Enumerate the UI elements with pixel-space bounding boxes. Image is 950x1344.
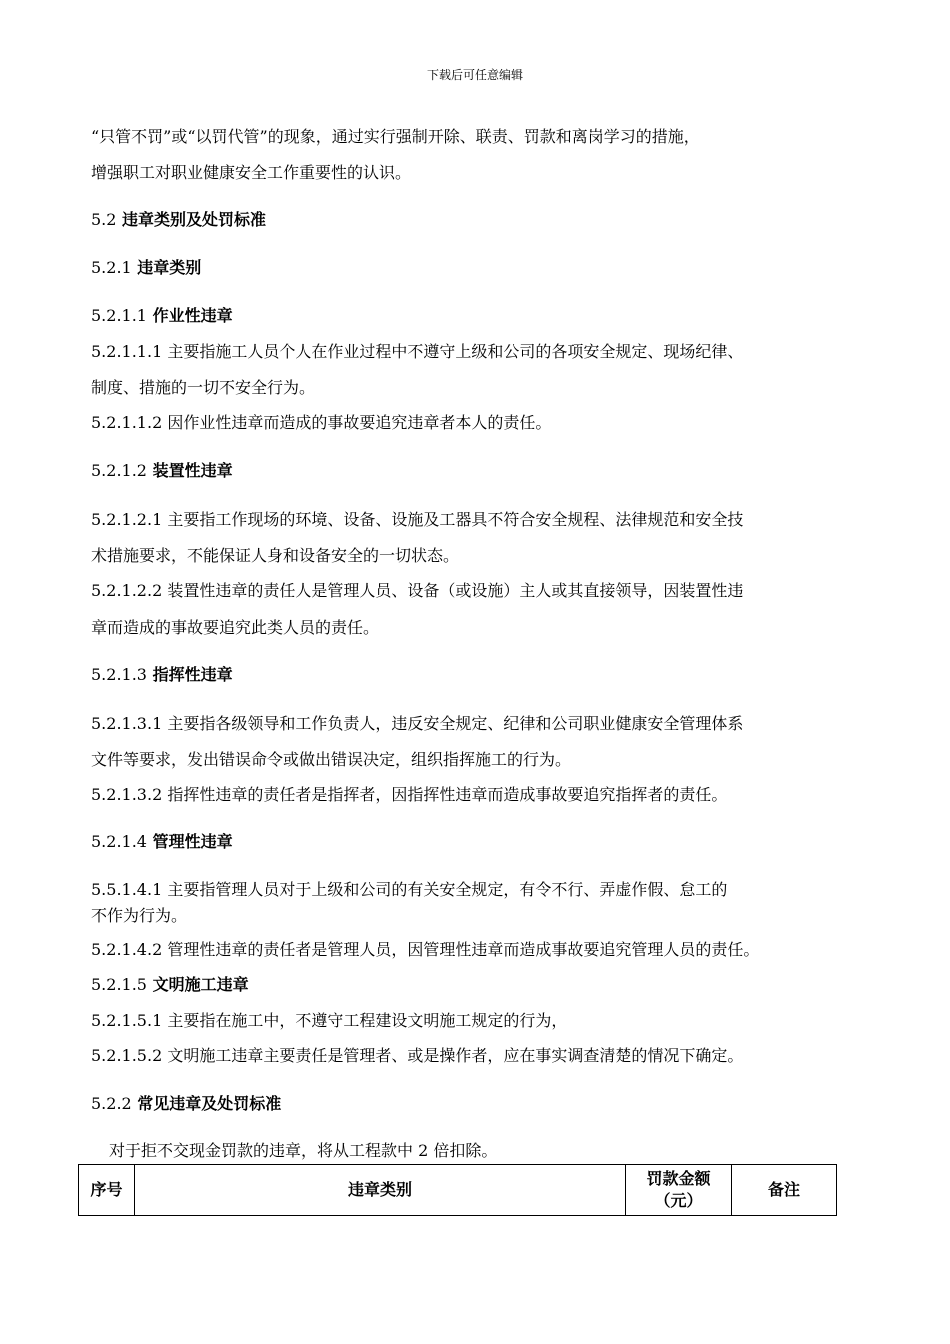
body-line: 制度、措施的一切不安全行为。 bbox=[91, 378, 316, 397]
section-heading: 5.2.1 违章类别 bbox=[91, 258, 202, 277]
col-header-category: 违章类别 bbox=[135, 1165, 626, 1216]
body-line: 章而造成的事故要追究此类人员的责任。 bbox=[91, 618, 380, 637]
body-line: 5.5.1.4.1 主要指管理人员对于上级和公司的有关安全规定，有令不行、弄虚作假、怠工的 bbox=[91, 880, 728, 899]
body-line: 增强职工对职业健康安全工作重要性的认识。 bbox=[91, 163, 412, 182]
section-heading: 5.2 违章类别及处罚标准 bbox=[91, 210, 267, 229]
body-line: 术措施要求，不能保证人身和设备安全的一切状态。 bbox=[91, 546, 460, 565]
section-heading: 5.2.1.4 管理性违章 bbox=[91, 832, 233, 851]
body-line: 5.2.1.1.2 因作业性违章而造成的事故要追究违章者本人的责任。 bbox=[91, 413, 552, 432]
table-header-row bbox=[79, 1165, 837, 1216]
body-line: 5.2.1.5.1 主要指在施工中，不遵守工程建设文明施工规定的行为， bbox=[91, 1011, 568, 1030]
body-line: 文件等要求，发出错误命令或做出错误决定，组织指挥施工的行为。 bbox=[91, 750, 572, 769]
col-header-remarks: 备注 bbox=[732, 1165, 837, 1216]
section-heading: 5.2.1.2 装置性违章 bbox=[91, 461, 233, 480]
col-header-amount: 罚款金额 （元） bbox=[626, 1165, 732, 1216]
body-line: 5.2.1.2.1 主要指工作现场的环境、设备、设施及工器具不符合安全规程、法律规范和安全技 bbox=[91, 510, 744, 529]
body-line: 5.2.1.1.1 主要指施工人员个人在作业过程中不遵守上级和公司的各项安全规定、现场纪律、 bbox=[91, 342, 744, 361]
col-header-index: 序号 bbox=[79, 1165, 135, 1216]
body-line: 5.2.1.2.2 装置性违章的责任人是管理人员、设备（或设施）主人或其直接领导，因装置性违 bbox=[91, 581, 744, 600]
body-line: 5.2.1.5.2 文明施工违章主要责任是管理者、或是操作者，应在事实调查清楚的情况下确定。 bbox=[91, 1046, 744, 1065]
body-line: “只管不罚”或“以罚代管”的现象，通过实行强制开除、联责、罚款和离岗学习的措施， bbox=[91, 127, 700, 146]
section-heading: 5.2.1.1 作业性违章 bbox=[91, 306, 233, 325]
body-line: 5.2.1.3.1 主要指各级领导和工作负责人，违反安全规定、纪律和公司职业健康安全管理体系 bbox=[91, 714, 744, 733]
body-line: 5.2.1.4.2 管理性违章的责任者是管理人员，因管理性违章而造成事故要追究管理人员的责任。 bbox=[91, 940, 760, 959]
section-heading: 5.2.2 常见违章及处罚标准 bbox=[91, 1094, 282, 1113]
page-header: 下载后可任意编辑 bbox=[426, 68, 523, 82]
section-heading: 5.2.1.3 指挥性违章 bbox=[91, 665, 233, 684]
body-line: 不作为行为。 bbox=[91, 906, 188, 925]
section-heading: 5.2.1.5 文明施工违章 bbox=[91, 975, 249, 994]
body-line: 对于拒不交现金罚款的违章，将从工程款中 2 倍扣除。 bbox=[109, 1141, 498, 1160]
body-line: 5.2.1.3.2 指挥性违章的责任者是指挥者，因指挥性违章而造成事故要追究指挥者的责任。 bbox=[91, 785, 728, 804]
penalty-table bbox=[78, 1164, 837, 1216]
